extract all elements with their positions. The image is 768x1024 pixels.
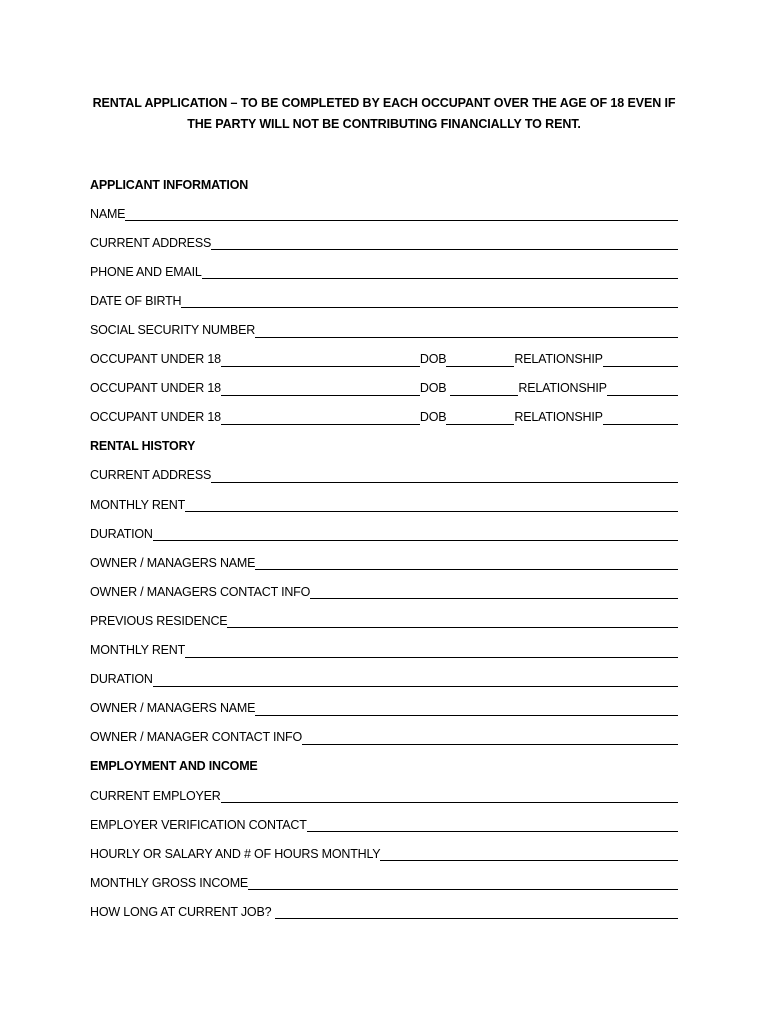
section-rental-history [90, 432, 678, 461]
occupant-dob-label: DOB [419, 352, 447, 367]
blank-line[interactable] [275, 917, 678, 919]
field-label: SOCIAL SECURITY NUMBER [90, 323, 256, 338]
blank-line[interactable] [310, 597, 678, 599]
blank-line[interactable] [302, 743, 678, 745]
employer-verification-field[interactable] [90, 810, 678, 839]
blank-line[interactable] [181, 306, 678, 308]
field-label: OWNER / MANAGER CONTACT INFO [90, 730, 302, 745]
blank-line[interactable] [211, 481, 678, 483]
previous-duration-field[interactable] [90, 665, 678, 694]
section-applicant-information [90, 170, 678, 199]
current-employer-field[interactable] [90, 781, 678, 810]
blank-line[interactable] [255, 336, 678, 338]
blank-line[interactable] [255, 568, 678, 570]
hourly-salary-field[interactable] [90, 839, 678, 868]
blank-line[interactable] [202, 277, 678, 279]
field-label: DATE OF BIRTH [90, 293, 182, 308]
blank-line[interactable] [153, 539, 678, 541]
document-title [80, 93, 688, 135]
current-address-field[interactable] [90, 228, 678, 257]
previous-owner-name-field[interactable] [90, 694, 678, 723]
blank-line[interactable] [248, 888, 678, 890]
occupant-dob-line[interactable] [450, 394, 518, 396]
section-employment-income [90, 752, 678, 781]
field-label: NAME [90, 206, 126, 221]
phone-email-field[interactable] [90, 257, 678, 286]
blank-line[interactable] [307, 830, 678, 832]
section-heading: APPLICANT INFORMATION [90, 177, 249, 192]
field-label: PHONE AND EMAIL [90, 264, 202, 279]
occupant-label: OCCUPANT UNDER 18 [90, 381, 221, 396]
blank-line[interactable] [221, 801, 678, 803]
field-label: DURATION [90, 526, 153, 541]
occupant-name-line[interactable] [221, 365, 420, 367]
occupant-row[interactable] [90, 345, 678, 374]
occupant-name-line[interactable] [221, 394, 420, 396]
occupant-label: OCCUPANT UNDER 18 [90, 410, 221, 425]
previous-residence-field[interactable] [90, 606, 678, 635]
blank-line[interactable] [125, 219, 678, 221]
section-heading: EMPLOYMENT AND INCOME [90, 759, 258, 774]
occupant-relationship-label: RELATIONSHIP [518, 381, 607, 396]
previous-owner-contact-field[interactable] [90, 723, 678, 752]
field-label: DURATION [90, 672, 153, 687]
field-label: EMPLOYER VERIFICATION CONTACT [90, 817, 307, 832]
occupant-name-line[interactable] [221, 423, 420, 425]
occupant-dob-line[interactable] [446, 423, 514, 425]
blank-line[interactable] [211, 248, 678, 250]
ssn-field[interactable] [90, 315, 678, 344]
occupant-dob-line[interactable] [446, 365, 514, 367]
occupant-row[interactable] [90, 374, 678, 403]
field-label: MONTHLY RENT [90, 497, 186, 512]
field-label: PREVIOUS RESIDENCE [90, 613, 228, 628]
field-label: CURRENT ADDRESS [90, 468, 212, 483]
gross-income-field[interactable] [90, 868, 678, 897]
occupant-dob-label: DOB [419, 410, 447, 425]
occupant-relationship-label: RELATIONSHIP [514, 352, 603, 367]
occupant-relationship-line[interactable] [603, 365, 678, 367]
occupant-row[interactable] [90, 403, 678, 432]
date-of-birth-field[interactable] [90, 286, 678, 315]
field-label: HOW LONG AT CURRENT JOB? [90, 904, 272, 919]
occupant-relationship-line[interactable] [603, 423, 678, 425]
owner-contact-field[interactable] [90, 577, 678, 606]
occupant-dob-label: DOB [419, 381, 447, 396]
blank-line[interactable] [185, 510, 678, 512]
application-form [90, 170, 678, 926]
field-label: OWNER / MANAGERS CONTACT INFO [90, 584, 311, 599]
monthly-rent-field[interactable] [90, 490, 678, 519]
blank-line[interactable] [153, 685, 678, 687]
blank-line[interactable] [255, 714, 678, 716]
owner-name-field[interactable] [90, 548, 678, 577]
field-label: HOURLY OR SALARY AND # OF HOURS MONTHLY [90, 846, 381, 861]
blank-line[interactable] [380, 859, 678, 861]
occupant-label: OCCUPANT UNDER 18 [90, 352, 221, 367]
blank-line[interactable] [185, 656, 678, 658]
previous-monthly-rent-field[interactable] [90, 636, 678, 665]
field-label: CURRENT EMPLOYER [90, 788, 221, 803]
occupant-relationship-line[interactable] [607, 394, 678, 396]
field-label: MONTHLY GROSS INCOME [90, 875, 249, 890]
rental-current-address-field[interactable] [90, 461, 678, 490]
name-field[interactable] [90, 199, 678, 228]
field-label: OWNER / MANAGERS NAME [90, 555, 256, 570]
field-label: OWNER / MANAGERS NAME [90, 701, 256, 716]
time-at-job-field[interactable] [90, 897, 678, 926]
section-heading: RENTAL HISTORY [90, 439, 196, 454]
occupant-relationship-label: RELATIONSHIP [514, 410, 603, 425]
title-line-1: RENTAL APPLICATION – TO BE COMPLETED BY EACH OCCUPANT OVER THE AGE OF 18 EVEN IF [92, 96, 676, 110]
duration-field[interactable] [90, 519, 678, 548]
title-line-2: THE PARTY WILL NOT BE CONTRIBUTING FINANCIALLY TO RENT. [187, 117, 581, 131]
field-label: CURRENT ADDRESS [90, 235, 212, 250]
blank-line[interactable] [227, 626, 678, 628]
field-label: MONTHLY RENT [90, 643, 186, 658]
